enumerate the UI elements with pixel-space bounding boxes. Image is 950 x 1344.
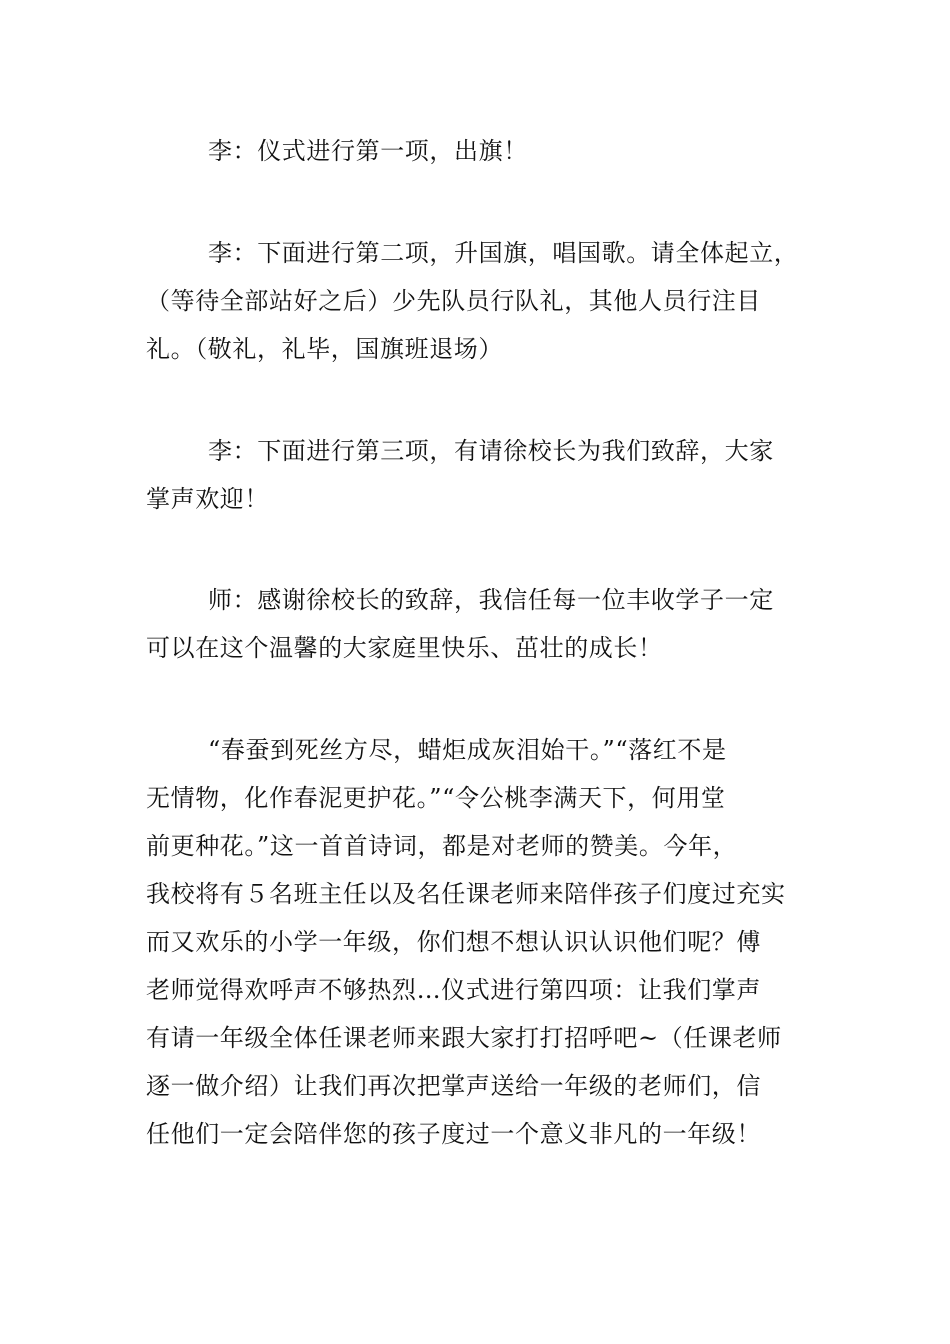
paragraph-5-line-2: 无情物，化作春泥更护花。”“令公桃李满天下，何用堂 [146, 784, 726, 812]
paragraph-4-line-2: 可以在这个温馨的大家庭里快乐、茁壮的成长！ [146, 634, 663, 662]
paragraph-5-line-6: 老师觉得欢呼声不够热烈…仪式进行第四项：让我们掌声 [146, 976, 761, 1004]
paragraph-5-line-3: 前更种花。”这一首首诗词，都是对老师的赞美。今年， [146, 832, 738, 860]
paragraph-5-line-4: 我校将有５名班主任以及名任课老师来陪伴孩子们度过充实 [146, 880, 786, 908]
paragraph-5-line-9: 任他们一定会陪伴您的孩子度过一个意义非凡的一年级！ [146, 1120, 761, 1148]
paragraph-5-line-5: 而又欢乐的小学一年级，你们想不想认识认识他们呢？傅 [146, 928, 761, 956]
paragraph-5-line-1: “春蚕到死丝方尽，蜡炬成灰泪始干。”“落红不是 [208, 736, 727, 764]
paragraph-2-line-2: （等待全部站好之后）少先队员行队礼，其他人员行注目 [146, 287, 761, 315]
paragraph-4-line-1: 师：感谢徐校长的致辞，我信任每一位丰收学子一定 [208, 586, 774, 614]
paragraph-1-line-1: 李：仪式进行第一项，出旗！ [208, 137, 528, 165]
paragraph-2-line-1: 李：下面进行第二项，升国旗，唱国歌。请全体起立， [208, 239, 799, 267]
paragraph-5-line-8: 逐一做介绍）让我们再次把掌声送给一年级的老师们，信 [146, 1072, 761, 1100]
paragraph-3-line-2: 掌声欢迎！ [146, 485, 269, 513]
paragraph-3-line-1: 李：下面进行第三项，有请徐校长为我们致辞，大家 [208, 437, 774, 465]
paragraph-2-line-3: 礼。（敬礼，礼毕，国旗班退场） [146, 335, 503, 363]
paragraph-5-line-7: 有请一年级全体任课老师来跟大家打打招呼吧~（任课老师 [146, 1024, 782, 1052]
